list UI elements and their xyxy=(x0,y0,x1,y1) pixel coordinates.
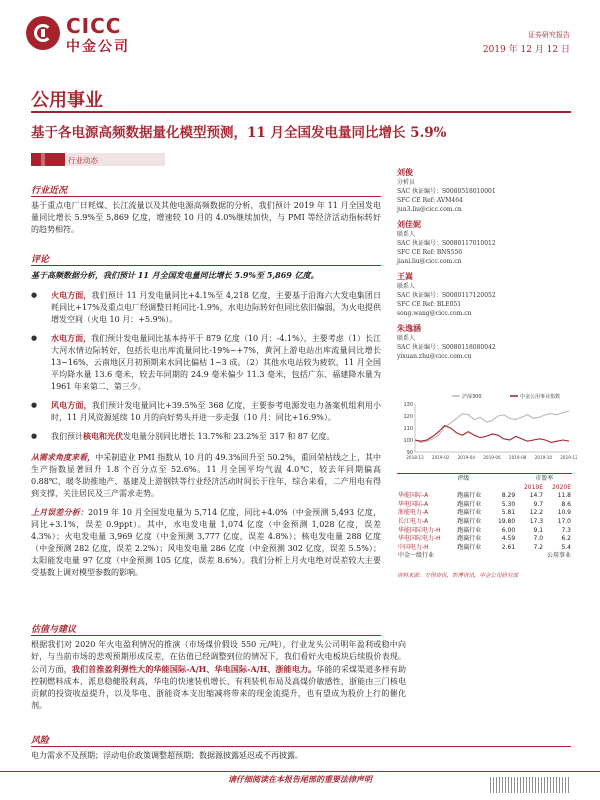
analyst-sac: SAC 执证编号：S0080518010001 xyxy=(397,188,496,195)
table-cell-pe2019: 9.1 xyxy=(533,526,544,534)
index-chart xyxy=(397,390,577,470)
table-cell-pe2020: 8.6 xyxy=(561,500,571,508)
valuation-picks: 我们首推盈利弹性大的华能国际-A/H、华电国际-A/H、浙能电力。 xyxy=(71,664,317,674)
table-cell-price: 19.80 xyxy=(497,517,516,525)
sector-title: 公用事业 xyxy=(31,90,103,111)
analyst-email[interactable]: jiani.liu@cicc.com.cn xyxy=(397,258,462,265)
table-cell-pe2019: 12.2 xyxy=(529,509,544,517)
analyst-role: 分析员 xyxy=(397,179,416,186)
table-cell-ticker[interactable]: 华能国际电力-H xyxy=(398,526,441,534)
report-date: 2019 年 12 月 12 日 xyxy=(482,45,570,55)
bullet-label: 火电方面， xyxy=(51,290,92,300)
table-cell-price: 2.61 xyxy=(501,543,516,551)
x-tick-label: 2019-02 xyxy=(431,455,450,460)
table-cell-rating: 跑赢行业 xyxy=(457,492,482,500)
barcode-icon xyxy=(490,777,570,793)
table-cell-price: 4.59 xyxy=(501,535,516,543)
analyst-3 xyxy=(397,323,572,361)
x-tick-label: 2019-06 xyxy=(483,455,501,460)
analyst-role: 联系人 xyxy=(397,231,416,238)
demand-lead: 从需求角度来看， xyxy=(31,452,96,462)
table-cell-ticker[interactable]: 华能国际-A xyxy=(398,492,429,500)
table-cell-ticker[interactable]: 中国电力-H xyxy=(398,543,429,551)
analyst-2 xyxy=(397,271,572,318)
bullet-label: 风电方面， xyxy=(51,400,92,410)
table-row xyxy=(397,535,572,544)
y-tick-label: 120 xyxy=(403,414,413,420)
bullet-text: 我们预计 11 月发电量同比+4.1%至 4,218 亿度，主要基于沿海六大发电集团日耗同比+17%及重点电厂经调整日耗同比-1.9%，水电边际转好但同比依旧偏弱，为火电提供增发空间（火电 10 月：+5.9%）。 xyxy=(51,291,382,324)
table-cell-rating: 跑赢行业 xyxy=(457,543,482,551)
table-cell-rating: 跑赢行业 xyxy=(457,509,482,517)
y-tick-label: 110 xyxy=(403,426,413,432)
x-tick-label: 2019-08 xyxy=(508,455,527,460)
table-cell-price: 6.00 xyxy=(501,526,516,534)
y-tick-label: 130 xyxy=(403,402,413,408)
analyst-name: 王嵩 xyxy=(397,271,413,281)
table-cell-pe2020: 11.8 xyxy=(557,492,571,500)
bullet-text: 我们预计发电量同比基本持平于 879 亿度（10 月：-4.1%），主要考虑（1）长江大河水情边际转好，包括长电出库流量同比-19%~+7%，黄河上游电站出库流量同比增长 13~16%，云南地区月初预期来水同比偏枯 1~3 成。（2）其他水电站较为疲软，11 月全国平均降水量 13.6 毫米，较去年同期的 24.9 毫米偏少 11.3 毫米，包括广东、福建降水量为 1961 年来第二、第三少。 xyxy=(51,334,381,391)
table-subheader: 市盈率 xyxy=(535,475,554,482)
summary-heading: 行业近况 xyxy=(31,186,68,196)
logo-text-en: CICC xyxy=(66,14,122,38)
table-header-blank xyxy=(491,475,516,484)
y-tick-label: 90 xyxy=(406,450,413,456)
table-footer-value: 公用事业 xyxy=(546,552,571,560)
analyst-panel xyxy=(397,167,572,361)
table-cell-rating: 跑赢行业 xyxy=(457,526,482,534)
tag-bar xyxy=(31,153,65,166)
bullet-label: 核电和光伏 xyxy=(83,431,123,441)
table-cell-rating: 跑赢行业 xyxy=(457,500,482,508)
analyst-email[interactable]: song.wang@cicc.com.cn xyxy=(397,310,472,317)
table-cell-price: 8.29 xyxy=(501,492,516,500)
table-header-2020e: 2020E xyxy=(551,483,571,491)
table-footer-row xyxy=(397,552,572,561)
cicc-logo-icon xyxy=(26,16,60,50)
demand-text: 中采制造业 PMI 指数从 10 月的 49.3%回升至 50.2%，重回荣枯线之上，其中生产指数显著回升 1.8 个百分点至 52.6%。11 月全国平均气温 4.0℃，较去年同期偏高 0.88℃，暖冬助推地产、基建及上游钢铁等行业经济活动时间长于往年，综合来看，二产用电有得到支撑，关注居民及三产需求走势。 xyxy=(31,453,382,498)
table-cell-ticker[interactable]: 华电国际电力-H xyxy=(398,535,441,543)
table-cell-pe2019: 14.7 xyxy=(529,492,544,500)
table-source: 资料来源：万得资讯，彭博资讯，中金公司研究部 xyxy=(397,572,519,579)
table-cell-pe2020: 10.9 xyxy=(557,509,571,517)
table-cell-price: 5.30 xyxy=(501,500,516,508)
x-tick-label: 2019-04 xyxy=(457,455,476,460)
analyst-sfc: SFC CE Ref: AVM464 xyxy=(397,197,463,204)
table-footer-label: 中金一级行业 xyxy=(398,552,435,560)
table-header-ticker xyxy=(397,475,456,484)
bullet-thermal xyxy=(31,289,381,326)
comment-heading: 评论 xyxy=(31,255,50,265)
table-cell-pe2020: 5.4 xyxy=(561,543,571,551)
table-cell-pe2019: 17.3 xyxy=(529,517,544,525)
analyst-sac: SAC 执证编号：S0080117120052 xyxy=(397,292,496,299)
table-cell-rating: 跑赢行业 xyxy=(457,535,482,543)
demand-paragraph xyxy=(31,451,381,500)
valuation-text-b: 华能的采煤渠道多样有助控制燃料成本、派息稳健股利高，华电的快速装机增长、有利装机布局及高煤价敏感性，浙能由三门核电贡献的投资收益提升，以及华电、浙能资本支出缩减将带来的现金流提升，也有望成为股价上行的催化剂。 xyxy=(31,665,407,710)
bullet-label: 水电方面， xyxy=(51,333,92,343)
analyst-name: 刘俊 xyxy=(397,167,413,177)
analyst-name: 朱逸涵 xyxy=(397,323,421,333)
table-cell-pe2019: 9.7 xyxy=(533,500,544,508)
analyst-1 xyxy=(397,219,572,266)
x-tick-label: 2019-12 xyxy=(560,455,577,460)
analyst-0 xyxy=(397,167,572,214)
legend-label-1: 中金公用事业指数 xyxy=(520,394,561,400)
table-header-2019e: 2019E xyxy=(523,483,544,491)
analyst-role: 联系人 xyxy=(397,283,416,290)
index-chart-svg xyxy=(397,390,577,470)
table-header-rating: 评级 xyxy=(457,475,470,482)
bullet-text: 我们预计发电量同比+39.5%至 368 亿度，主要参考电源发电力备案机组利用小时，11 月风资源延续 10 月的向好势头并进一步走强（10 月：同比+16.9%）。 xyxy=(51,401,381,422)
comment-lead: 基于高频数据分析，我们预计 11 月全国发电量同比增长 5.9%至 5,869 亿度。 xyxy=(31,270,319,280)
risk-text: 电力需求不及预期；浮动电价政策调整超预期；数据源披露延迟或不再披露。 xyxy=(31,751,303,760)
footer-divider xyxy=(0,771,600,772)
valuation-text xyxy=(31,639,406,712)
valuation-heading: 估值与建议 xyxy=(31,625,77,635)
legend-label-0: 沪深300 xyxy=(462,394,482,400)
bullet-text: 发电量分别同比增长 13.7%和 23.2%至 317 和 87 亿度。 xyxy=(123,432,335,441)
bullet-wind xyxy=(31,399,381,424)
table-row xyxy=(397,527,572,536)
bullet-text: 我们预计 xyxy=(51,432,83,441)
analyst-email[interactable]: jun3.liu@cicc.com.cn xyxy=(397,206,462,213)
bullet-hydro xyxy=(31,332,381,393)
series-line-1 xyxy=(415,426,569,443)
analyst-sac: SAC 执证编号：S0080117010012 xyxy=(397,240,496,247)
report-type: 证券研究报告 xyxy=(528,31,570,39)
table-row xyxy=(397,518,572,527)
cicc-logo xyxy=(26,14,146,62)
footer-disclaimer: 请仔细阅读在本报告尾部的重要法律声明 xyxy=(228,774,372,784)
table-cell-pe2019: 7.2 xyxy=(533,543,544,551)
risk-heading: 风险 xyxy=(31,736,50,746)
table-cell-rating: 跑赢行业 xyxy=(457,517,482,525)
table-cell-ticker[interactable]: 长江电力-A xyxy=(398,517,429,525)
tag-label: 行业动态 xyxy=(68,156,98,165)
analyst-sfc: SFC CE Ref: BNS556 xyxy=(397,249,463,256)
table-cell-pe2020: 17.0 xyxy=(557,517,571,525)
analyst-name: 刘佳妮 xyxy=(397,219,421,229)
logo-text-cn: 中金公司 xyxy=(66,39,130,55)
review-paragraph xyxy=(31,506,381,579)
table-cell-price: 5.81 xyxy=(501,509,516,517)
table-cell-pe2020: 6.2 xyxy=(561,535,571,543)
series-line-0 xyxy=(415,411,569,442)
analyst-role: 联系人 xyxy=(397,335,416,342)
stock-table xyxy=(397,473,572,579)
analyst-email[interactable]: yixuan.zhu@cicc.com.cn xyxy=(397,353,472,360)
review-lead: 上月误差分析： xyxy=(31,507,88,517)
table-cell-pe2019: 7.0 xyxy=(533,535,544,543)
header-divider xyxy=(31,111,571,113)
table-cell-ticker[interactable]: 浙能电力-A xyxy=(398,509,429,517)
x-tick-label: 2019-10 xyxy=(534,455,553,460)
summary-text: 基于重点电厂日耗煤、长江流量以及其他电源高频数据的分析，我们预计 2019 年 11 月全国发电量同比增长 5.9%至 5,869 亿度，增速较 10 月的 4.0%继续加快，与 PMI 等经济活动指标转好的趋势相符。 xyxy=(31,201,381,234)
y-tick-label: 100 xyxy=(403,438,413,444)
table-row xyxy=(397,509,572,518)
analyst-sac: SAC 执证编号：S0080118080042 xyxy=(397,344,496,351)
report-headline: 基于各电源高频数据量化模型预测，11 月全国发电量同比增长 5.9% xyxy=(31,125,447,141)
valuation-text-a: 根据我们对 2020 年火电盈利情况的推演（市场煤价假设 550 元/吨），行业龙头公司明年盈利或稳中向好，与当前市场的悲观预期形成反差，在估值已经调整到位的情况下，我们看好火电板块后续股价表现。公司方面， xyxy=(31,640,406,674)
x-tick-label: 2018-12 xyxy=(406,455,424,460)
table-row xyxy=(397,492,572,501)
review-text: 2019 年 10 月全国发电量为 5,714 亿度，同比+4.0%（中金预测 5,493 亿度，同比+3.1%，误差 0.9ppt）。其中，水电发电量 1,074 亿度（中金预测 1,028 亿度，误差 4.3%）；火电发电量 3,969 亿度（中金预测 3,777 亿度，误差 4.8%）；核电发电量 288 亿度（中金预测 282 亿度，误差 2.2%）；风电发电量 286 亿度（中金预测 302 亿度，误差 5.5%）；太阳能发电量 97 亿度（中金预测 105 亿度，误差 8.6%）。我们分析上月火电绝对误差较大主要受基数上调对模型参数的影响。 xyxy=(31,508,382,577)
bullet-nuclear-solar xyxy=(31,430,381,443)
table-cell-pe2020: 7.3 xyxy=(561,526,571,534)
table-cell-ticker[interactable]: 华电国际-A xyxy=(398,500,429,508)
analyst-sfc: SFC CE Ref: BLE051 xyxy=(397,301,462,308)
